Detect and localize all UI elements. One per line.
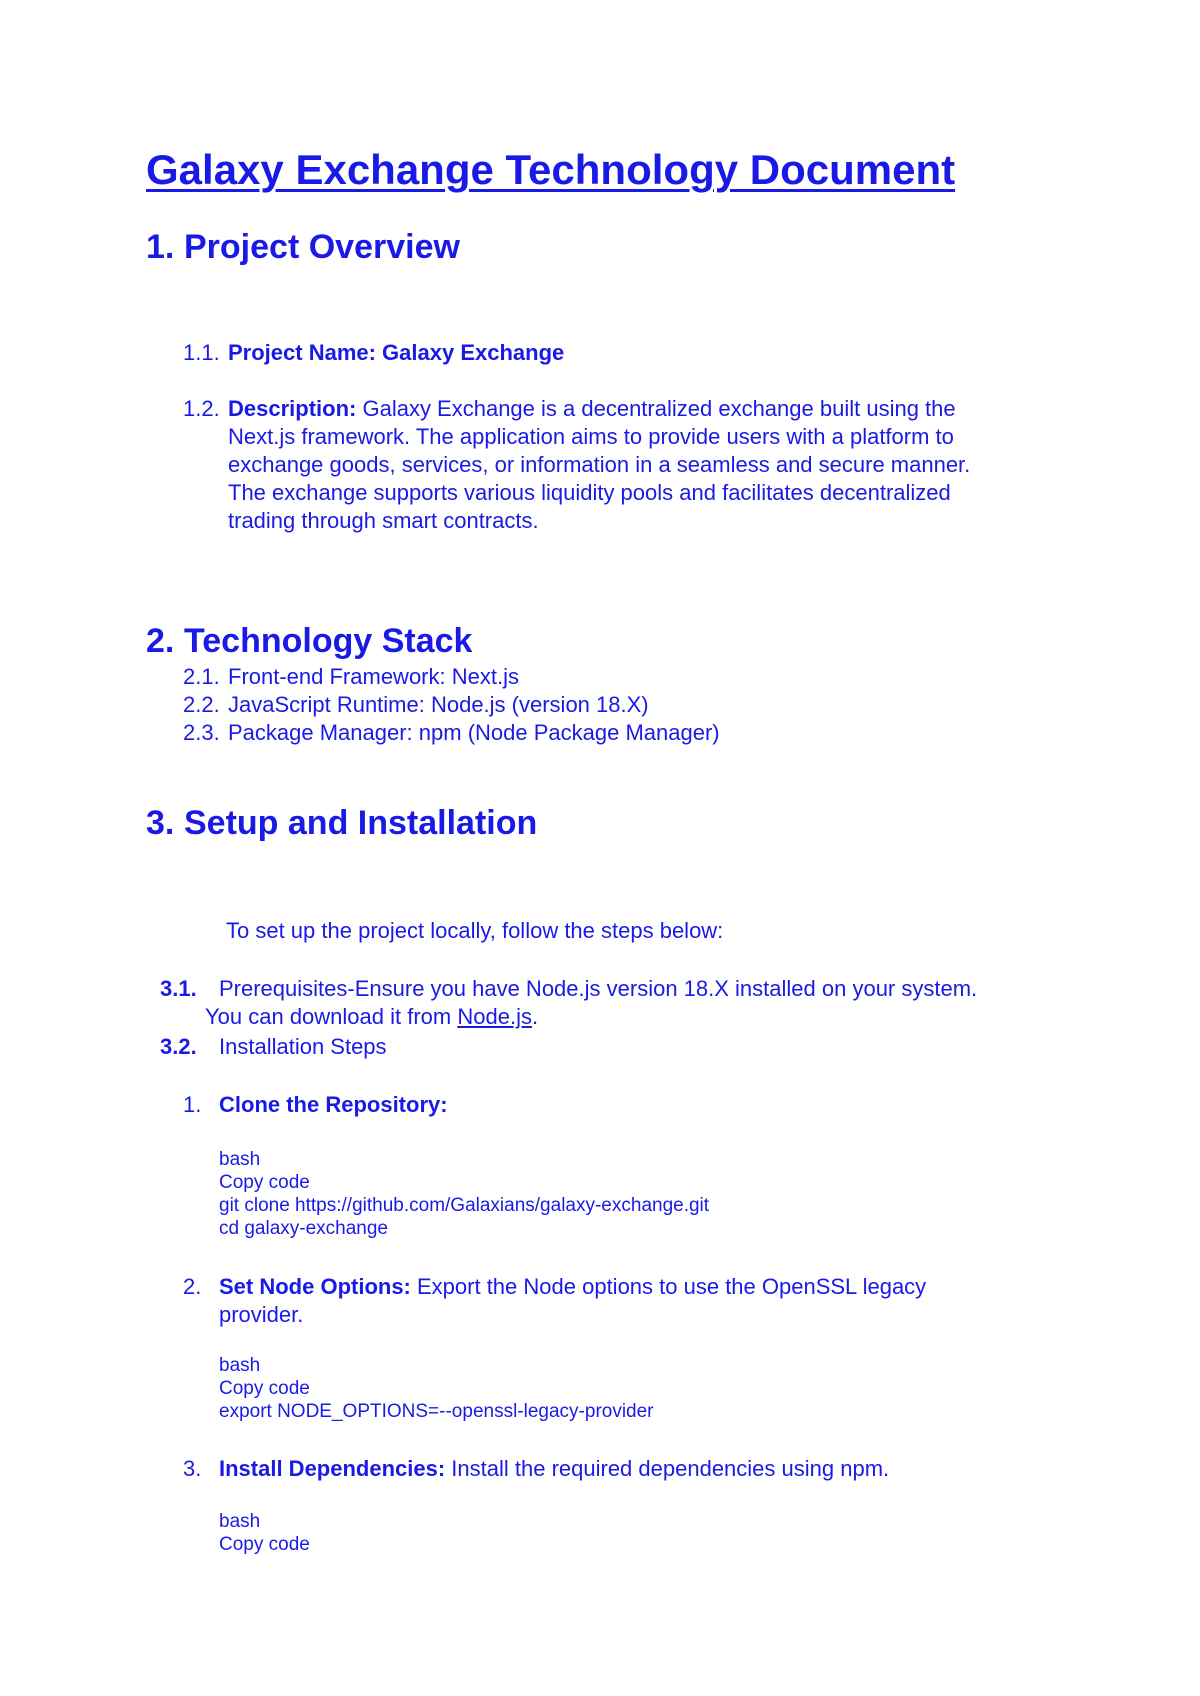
item-number: 3.1.	[160, 976, 197, 1001]
code-line: git clone https://github.com/Galaxians/galaxy-exchange.git	[219, 1195, 710, 1216]
step-text-continued: provider.	[219, 1302, 304, 1327]
prerequisites-item	[160, 976, 977, 1002]
step-install-deps	[183, 1456, 889, 1482]
section-3-heading	[146, 804, 537, 843]
description-line-4: The exchange supports various liquidity pools and facilitates decentralized	[228, 480, 951, 505]
step-text: Export the Node options to use the OpenSSL legacy	[410, 1274, 927, 1299]
description-label: Description:	[228, 396, 357, 421]
code-line: cd galaxy-exchange	[219, 1218, 388, 1239]
step-label: Set Node Options:	[219, 1274, 411, 1299]
section-3-title: Setup and Installation	[184, 804, 538, 842]
step-number: 1.	[183, 1092, 202, 1117]
code-line[interactable]: Copy code	[219, 1172, 310, 1193]
section-3-number: 3.	[146, 804, 175, 842]
setup-intro: To set up the project locally, follow the steps below:	[226, 918, 724, 943]
section-2-number: 2.	[146, 622, 175, 660]
project-name-item	[183, 340, 564, 366]
code-line: bash	[219, 1355, 261, 1376]
stack-item	[183, 720, 720, 746]
installation-steps-heading	[160, 1034, 387, 1060]
step-clone	[183, 1092, 448, 1118]
code-line: export NODE_OPTIONS=--openssl-legacy-provider	[219, 1401, 654, 1422]
prerequisites-text: You can download it from	[205, 1004, 458, 1029]
stack-item-text: JavaScript Runtime: Node.js (version 18.X)	[228, 692, 649, 717]
item-number: 2.1.	[183, 664, 220, 689]
code-block	[219, 1148, 709, 1240]
code-line[interactable]: Copy code	[219, 1534, 310, 1555]
code-block	[219, 1354, 654, 1423]
item-number: 2.3.	[183, 720, 220, 745]
item-number: 2.2.	[183, 692, 220, 717]
section-1-heading	[146, 228, 460, 267]
description-line-2: Next.js framework. The application aims to provide users with a platform to	[228, 424, 954, 449]
item-number: 3.2.	[160, 1034, 197, 1059]
step-label: Install Dependencies:	[219, 1456, 446, 1481]
section-2-title: Technology Stack	[184, 622, 473, 660]
description-item	[183, 396, 956, 422]
prerequisites-text: Prerequisites-Ensure you have Node.js version 18.X installed on your system.	[219, 976, 978, 1001]
description-line-3: exchange goods, services, or information in a seamless and secure manner.	[228, 452, 971, 477]
section-2-heading	[146, 622, 472, 661]
stack-item-text: Front-end Framework: Next.js	[228, 664, 519, 689]
item-number: 1.1.	[183, 340, 220, 365]
document-title[interactable]: Galaxy Exchange Technology Document	[146, 146, 956, 193]
step-label: Clone the Repository:	[219, 1092, 448, 1117]
prerequisites-line-2	[205, 1004, 538, 1030]
prerequisites-text: .	[531, 1004, 539, 1029]
project-name-label: Project Name: Galaxy Exchange	[228, 340, 565, 365]
installation-steps-label: Installation Steps	[219, 1034, 387, 1059]
step-node-options	[183, 1274, 926, 1300]
step-number: 3.	[183, 1456, 202, 1481]
stack-item	[183, 664, 519, 690]
nodejs-link[interactable]: Node.js	[457, 1004, 532, 1029]
step-number: 2.	[183, 1274, 202, 1299]
stack-item-text: Package Manager: npm (Node Package Manager)	[228, 720, 720, 745]
code-line: bash	[219, 1511, 261, 1532]
description-line-5: trading through smart contracts.	[228, 508, 539, 533]
code-line[interactable]: Copy code	[219, 1378, 310, 1399]
stack-item	[183, 692, 649, 718]
section-1-title: Project Overview	[184, 228, 460, 266]
description-line-1: Galaxy Exchange is a decentralized exchange built using the	[356, 396, 956, 421]
step-text: Install the required dependencies using npm.	[445, 1456, 890, 1481]
item-number: 1.2.	[183, 396, 220, 421]
section-1-number: 1.	[146, 228, 175, 266]
code-line: bash	[219, 1149, 261, 1170]
code-block	[219, 1510, 310, 1556]
